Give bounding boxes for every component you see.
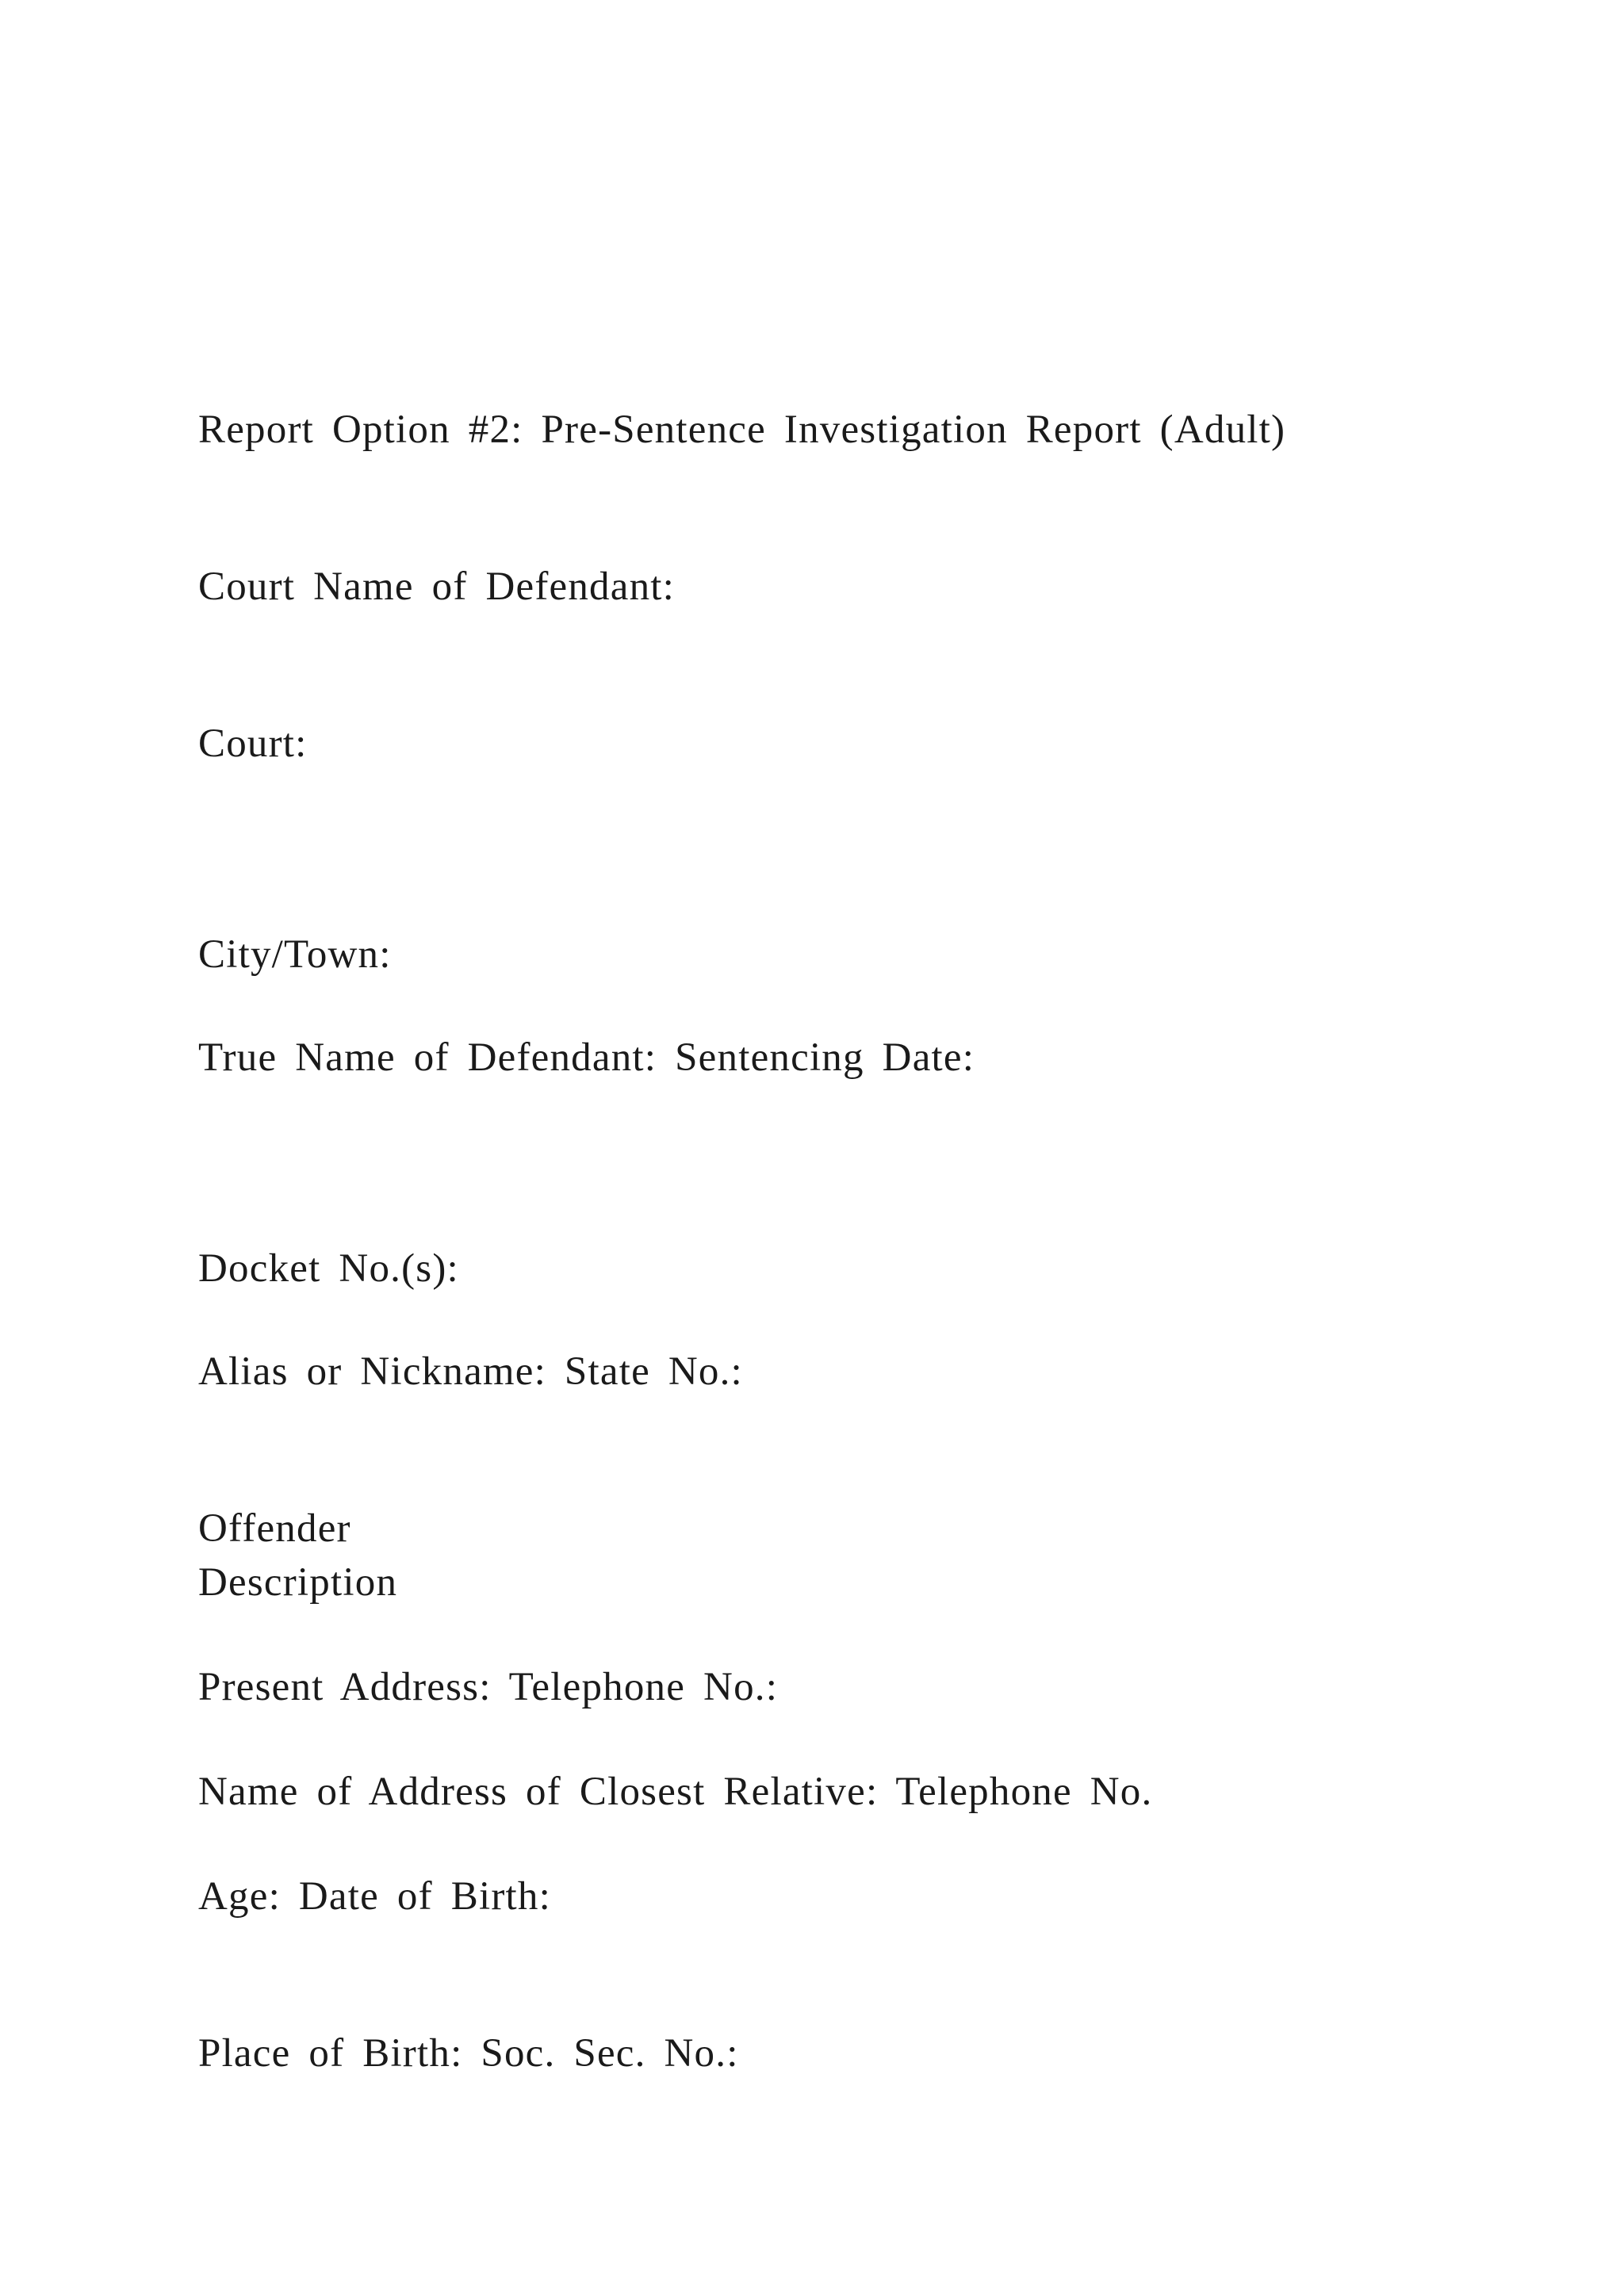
court-name-of-defendant-label: Court Name of Defendant: [198, 564, 676, 609]
alias-state-number-label: Alias or Nickname: State No.: [198, 1349, 743, 1394]
present-address-telephone-label: Present Address: Telephone No.: [198, 1665, 779, 1709]
docket-number-label: Docket No.(s): [198, 1246, 459, 1291]
report-title: Report Option #2: Pre-Sentence Investigation Report (Adult) [198, 408, 1286, 452]
age-date-of-birth-label: Age: Date of Birth: [198, 1874, 551, 1919]
closest-relative-telephone-label: Name of Address of Closest Relative: Telephone No. [198, 1770, 1153, 1814]
city-town-label: City/Town: [198, 932, 392, 977]
offender-description-heading-line1: Offender [198, 1506, 351, 1551]
offender-description-heading-line2: Description [198, 1560, 398, 1605]
place-of-birth-ssn-label: Place of Birth: Soc. Sec. No.: [198, 2031, 739, 2076]
court-label: Court: [198, 721, 308, 766]
true-name-sentencing-date-label: True Name of Defendant: Sentencing Date: [198, 1035, 975, 1080]
